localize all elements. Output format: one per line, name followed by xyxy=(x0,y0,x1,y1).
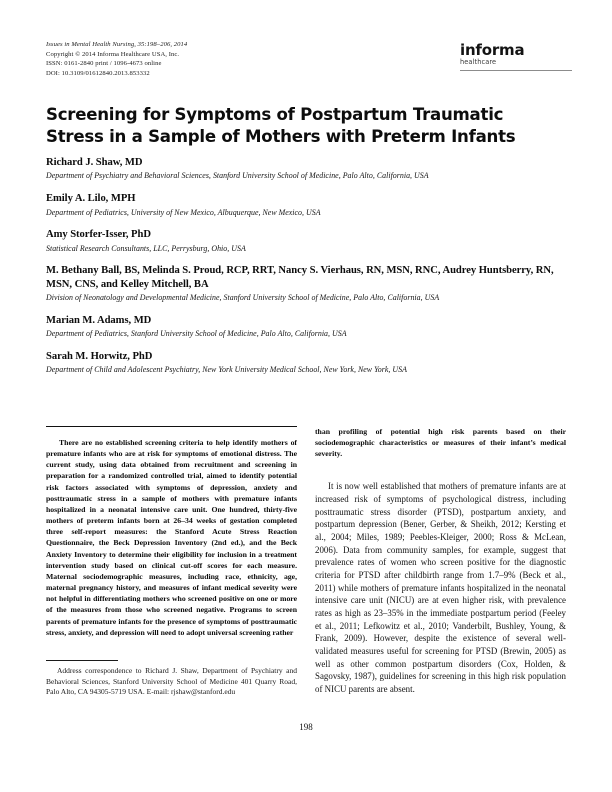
page-number: 198 xyxy=(299,722,313,732)
introduction-paragraph: It is now well established that mothers of premature infants are at increased risk of symptoms of psychological distress, including posttraumatic stress disorder (PTSD), postpartum anxiety, and postpartum depression (Bener, Gerber, & Sheikh, 2012; Kersting et al., 2004; Miles, 1989; Peebles-Kleiger, 2000; Ross & McLean, 2006). Data from community samples, for example, suggest that prevalence rates of women who screen positive for the diagnostic criteria for PTSD after childbirth range from 1.7–9% (Beck et al., 2011) while mothers of premature infants hospitalized in the neonatal intensive care unit (NICU) are at even higher risk, with prevalence rates as high as 23–35% in the immediate postpartum period (Feeley et al., 2011; Lefkowitz et al., 2010; Vanderbilt, Bushley, Young, & Frank, 2009). However, despite the existence of several well-validated measures useful for screening for PTSD (Brewin, 2005) as well as other common postpartum disorders (Cox, Holden, & Sagovsky, 1987), guidelines for screening in this high risk population of NICU parents are absent. xyxy=(315,481,566,694)
copyright-line: Copyright © 2014 Informa Healthcare USA, Inc. xyxy=(46,50,180,58)
right-column xyxy=(315,426,566,696)
publisher-division: healthcare xyxy=(460,58,497,66)
footnote-rule xyxy=(46,660,118,661)
journal-citation-line: Issues in Mental Health Nursing, 35:198–206, 2014 xyxy=(46,41,188,48)
author-names: Marian M. Adams, MD xyxy=(46,314,152,326)
correspondence-footnote xyxy=(46,660,297,698)
author-group xyxy=(46,314,566,340)
masthead xyxy=(46,40,346,78)
author-affiliation: Department of Psychiatry and Behavioral Sciences, Stanford University School of Medicine, Palo Alto, California, USA xyxy=(46,171,429,181)
author-group xyxy=(46,192,566,218)
author-names: Emily A. Lilo, MPH xyxy=(46,193,136,205)
abstract-top-rule xyxy=(46,426,297,427)
author-affiliation: Department of Pediatrics, University of New Mexico, Albuquerque, New Mexico, USA xyxy=(46,207,321,217)
author-names: Sarah M. Horwitz, PhD xyxy=(46,350,153,362)
author-names: M. Bethany Ball, BS, Melinda S. Proud, RCP, RRT, Nancy S. Vierhaus, RN, MSN, RNC, Audrey Huntsberry, RN, MSN, CNS, and Kelley Mitchell, BA xyxy=(46,265,554,290)
correspondence-text: Address correspondence to Richard J. Shaw, Department of Psychiatry and Behavioral Sciences, Stanford University School of Medicine 401 Quarry Road, Palo Alto, CA 94305-5719 USA. E-mail: rjshaw@stanford.edu xyxy=(46,666,297,697)
abstract-text-continued: than profiling of potential high risk parents based on their sociodemographic characteristics or measures of their infant’s medical severity. xyxy=(315,427,566,459)
issn-line: ISSN: 0161-2840 print / 1096-4673 online xyxy=(46,60,162,68)
author-group xyxy=(46,264,566,303)
abstract-text: There are no established screening criteria to help identify mothers of premature infants who are at risk for symptoms of emotional distress. The current study, using data obtained from recruitment and screening in preparation for a randomized controlled trial, aimed to identify potential risk factors associated with symptoms of depression, anxiety and posttraumatic stress in a sample of mothers with premature infants hospitalized in a neonatal intensive care unit. One hundred, thirty-five mothers of preterm infants born at 26–34 weeks of gestation completed three self-report measures: the Stanford Acute Stress Reaction Questionnaire, the Beck Depression Inventory (2nd ed.), and the Beck Anxiety Inventory to determine their eligibility for inclusion in a treatment intervention study based on clinical cut-off scores for each measure. Maternal sociodemographic measures, including race, ethnicity, age, maternal pregnancy history, and measures of infant medical severity were not helpful in differentiating mothers who screened positive on one or more of the measures from those who screened negative. Programs to screen parents of premature infants for the presence of symptoms of posttraumatic stress, anxiety, and depression will need to adopt universal screening rather xyxy=(46,438,297,637)
author-group xyxy=(46,350,566,376)
author-affiliation: Department of Child and Adolescent Psychiatry, New York University Medical School, New York, New York, USA xyxy=(46,365,407,375)
publisher-logo-rule xyxy=(460,70,572,71)
doi-line: DOI: 10.3109/01612840.2013.853332 xyxy=(46,69,150,77)
author-group xyxy=(46,228,566,254)
author-affiliation: Statistical Research Consultants, LLC, Perrysburg, Ohio, USA xyxy=(46,243,246,253)
left-column xyxy=(46,426,297,638)
author-names: Richard J. Shaw, MD xyxy=(46,157,143,168)
author-group xyxy=(46,156,566,182)
author-affiliation: Division of Neonatology and Developmental Medicine, Stanford University School of Medicine, Palo Alto, California, USA xyxy=(46,293,440,303)
author-list xyxy=(46,156,566,386)
author-affiliation: Department of Pediatrics, Stanford University School of Medicine, Palo Alto, California, USA xyxy=(46,329,347,339)
author-names: Amy Storfer-Isser, PhD xyxy=(46,229,151,241)
publisher-name: informa xyxy=(460,41,525,59)
article-title: Screening for Symptoms of Postpartum Traumatic Stress in a Sample of Mothers with Preterm Infants xyxy=(46,105,516,146)
publisher-logo xyxy=(460,42,572,71)
